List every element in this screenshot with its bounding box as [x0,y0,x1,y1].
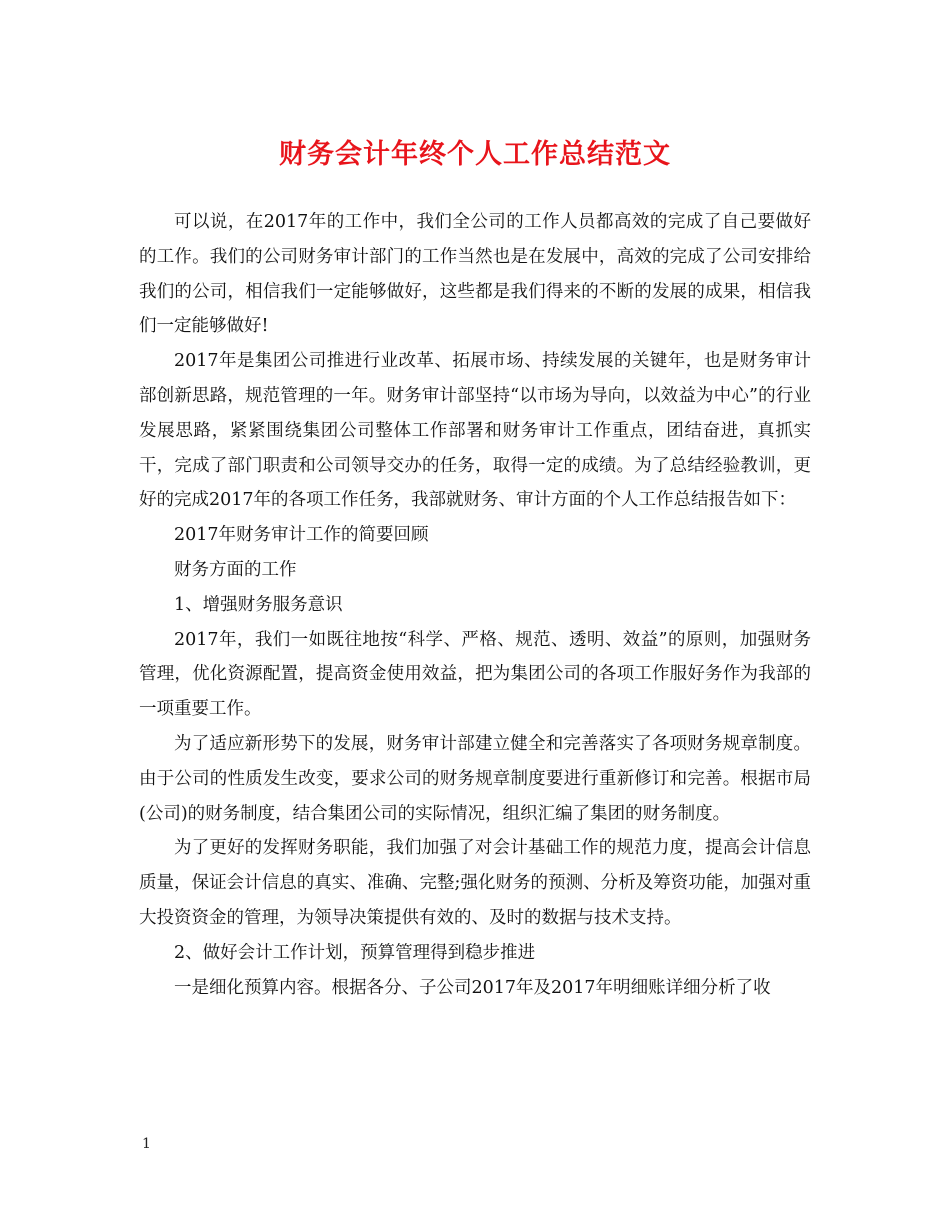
paragraph-1: 可以说，在2017年的工作中，我们全公司的工作人员都高效的完成了自己要做好的工作。我们的公司财务审计部门的工作当然也是在发展中，高效的完成了公司安排给我们的公司，相信我们一定能够做好，这些都是我们得来的不断的发展的成果，相信我们一定能够做好! [139,212,811,337]
paragraph-4: 财务方面的工作 [174,559,297,580]
paragraph-6: 2017年，我们一如既往地按“科学、严格、规范、透明、效益”的原则，加强财务管理，优化资源配置，提高资金使用效益，把为集团公司的各项工作服好务作为我部的一项重要工作。 [139,629,811,720]
document-body [139,205,811,1005]
paragraph-8: 为了更好的发挥财务职能，我们加强了对会计基础工作的规范力度，提高会计信息质量，保证会计信息的真实、准确、完整;强化财务的预测、分析及筹资功能，加强对重大投资资金的管理，为领导决策提供有效的、及时的数据与技术支持。 [139,838,811,928]
paragraph-5: 1、增强财务服务意识 [174,594,343,615]
paragraph-2: 2017年是集团公司推进行业改革、拓展市场、持续发展的关键年，也是财务审计部创新思路，规范管理的一年。财务审计部坚持“以市场为导向，以效益为中心”的行业发展思路，紧紧围绕集团公司整体工作部署和财务审计工作重点，团结奋进，真抓实干，完成了部门职责和公司领导交办的任务，取得一定的成绩。为了总结经验教训，更好的完成2017年的各项工作任务，我部就财务、审计方面的个人工作总结报告如下： [139,351,811,511]
paragraph-3: 2017年财务审计工作的简要回顾 [174,525,429,546]
document-title: 财务会计年终个人工作总结范文 [279,139,671,170]
paragraph-10: 一是细化预算内容。根据各分、子公司2017年及2017年明细账详细分析了收 [174,977,771,998]
paragraph-9: 2、做好会计工作计划，预算管理得到稳步推进 [174,942,536,963]
page-number: 1 [142,1136,151,1152]
paragraph-7: 为了适应新形势下的发展，财务审计部建立健全和完善落实了各项财务规章制度。由于公司的性质发生改变，要求公司的财务规章制度要进行重新修订和完善。根据市局(公司)的财务制度，结合集团公司的实际情况，组织汇编了集团的财务制度。 [139,733,811,824]
